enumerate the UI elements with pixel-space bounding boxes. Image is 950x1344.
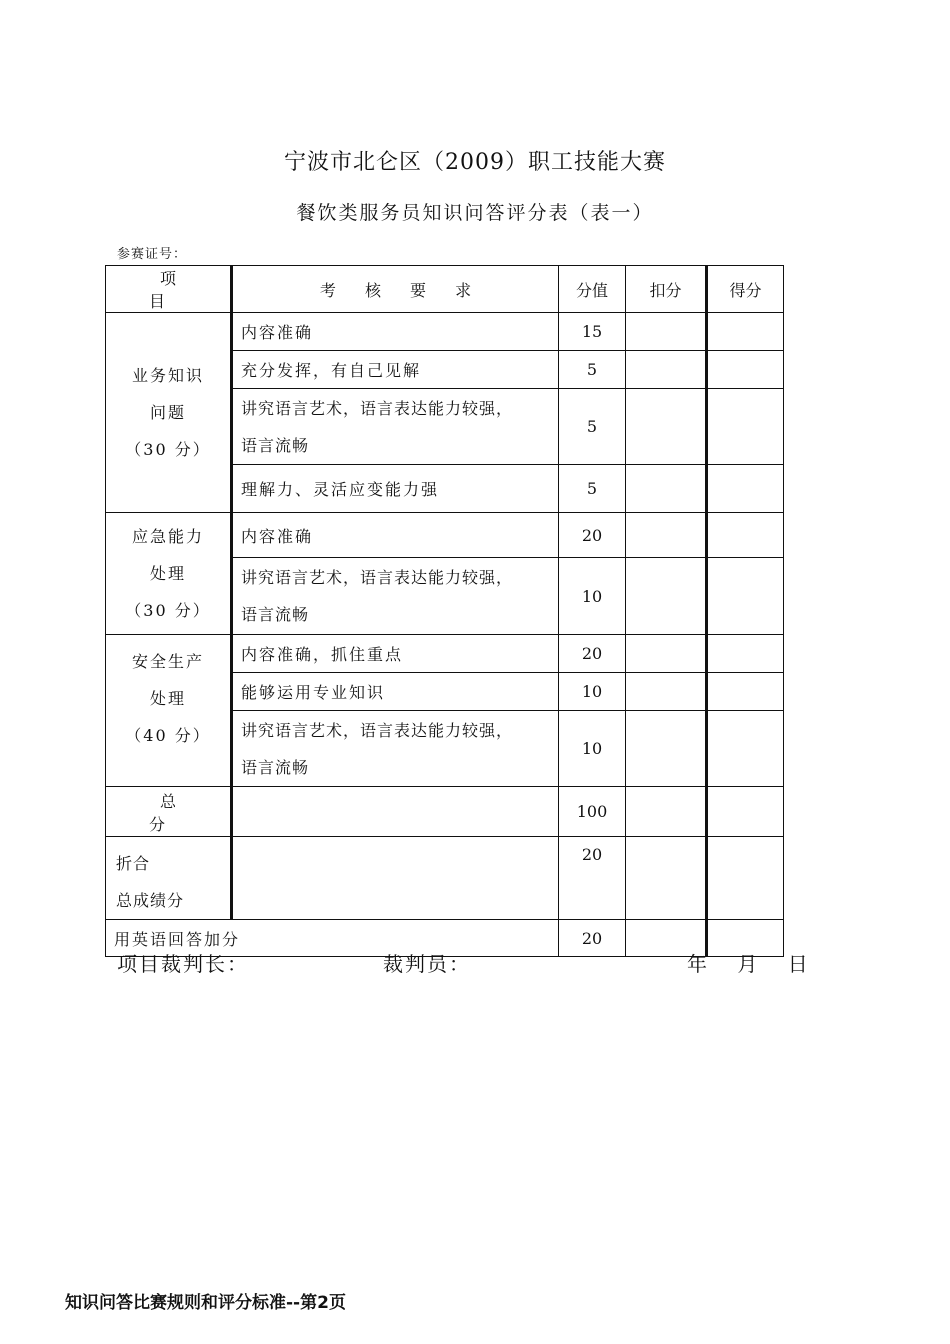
converted-requirement-cell — [232, 837, 559, 920]
category-line: 应急能力 — [131, 527, 204, 546]
category-line: 安全生产 — [131, 652, 204, 671]
header-item: 项 目 — [106, 266, 232, 313]
category-line: 处理 — [149, 564, 186, 583]
points-cell: 5 — [559, 351, 626, 389]
header-requirement: 考 核 要 求 — [232, 266, 559, 313]
deduction-cell[interactable] — [626, 465, 707, 513]
deduction-cell[interactable] — [626, 711, 707, 787]
requirement-line: 讲究语言艺术，语言表达能力较强， — [241, 720, 514, 740]
requirement-line: 讲究语言艺术，语言表达能力较强， — [241, 568, 514, 587]
score-cell[interactable] — [707, 635, 784, 673]
requirement-cell: 理解力、灵活应变能力强 — [232, 465, 559, 513]
deduction-cell[interactable] — [626, 673, 707, 711]
header-points: 分值 — [559, 266, 626, 313]
score-cell[interactable] — [707, 558, 784, 635]
header-score: 得分 — [707, 266, 784, 313]
english-bonus-points: 20 — [559, 920, 626, 957]
category-line: 业务知识 — [131, 366, 204, 385]
total-label: 总 分 — [106, 787, 232, 837]
deduction-cell[interactable] — [626, 313, 707, 351]
converted-label-line: 总成绩分 — [116, 891, 185, 910]
category-line: 问题 — [149, 403, 186, 422]
table-header-row — [106, 266, 784, 313]
category-line: 处理 — [149, 689, 186, 708]
converted-label-line: 折合 — [116, 854, 151, 873]
total-requirement-cell — [232, 787, 559, 837]
requirement-cell — [232, 389, 559, 465]
requirement-cell: 内容准确，抓住重点 — [232, 635, 559, 673]
category-safety-handling — [106, 635, 232, 787]
requirement-cell: 内容准确 — [232, 313, 559, 351]
table-row — [106, 313, 784, 351]
category-business-knowledge — [106, 313, 232, 513]
deduction-cell[interactable] — [626, 513, 707, 558]
points-cell: 5 — [559, 465, 626, 513]
converted-label — [106, 837, 232, 920]
deduction-cell[interactable] — [626, 787, 707, 837]
requirement-cell: 内容准确 — [232, 513, 559, 558]
deduction-cell[interactable] — [626, 837, 707, 920]
total-points: 100 — [559, 787, 626, 837]
score-cell[interactable] — [707, 837, 784, 920]
category-line: （40 分） — [125, 726, 211, 745]
score-cell[interactable] — [707, 389, 784, 465]
requirement-line: 语言流畅 — [241, 605, 310, 624]
page-footer: 知识问答比赛规则和评分标准--第2页 — [65, 1293, 346, 1313]
category-line: （30 分） — [125, 440, 211, 459]
category-emergency-handling — [106, 513, 232, 635]
score-cell[interactable] — [707, 465, 784, 513]
chief-judge-signature: 项目裁判长： — [117, 952, 249, 976]
requirement-line: 讲究语言艺术，语言表达能力较强， — [241, 398, 514, 418]
deduction-cell[interactable] — [626, 351, 707, 389]
score-cell[interactable] — [707, 787, 784, 837]
deduction-cell[interactable] — [626, 389, 707, 465]
date-line: 年 月 日 — [687, 952, 810, 976]
requirement-cell: 充分发挥，有自己见解 — [232, 351, 559, 389]
points-cell: 10 — [559, 673, 626, 711]
converted-points: 20 — [559, 837, 626, 920]
table-row — [106, 513, 784, 558]
score-cell[interactable] — [707, 513, 784, 558]
points-cell: 5 — [559, 389, 626, 465]
category-line: （30 分） — [125, 601, 211, 620]
header-deduction: 扣分 — [626, 266, 707, 313]
score-cell[interactable] — [707, 351, 784, 389]
table-row — [106, 635, 784, 673]
points-cell: 20 — [559, 635, 626, 673]
requirement-line: 语言流畅 — [241, 757, 310, 777]
points-cell: 20 — [559, 513, 626, 558]
requirement-line: 语言流畅 — [241, 435, 310, 455]
requirement-cell — [232, 558, 559, 635]
scoring-table — [105, 265, 784, 957]
total-row — [106, 787, 784, 837]
english-bonus-label: 用英语回答加分 — [106, 920, 559, 957]
page-title: 宁波市北仑区（2009）职工技能大赛 — [284, 150, 666, 175]
deduction-cell[interactable] — [626, 558, 707, 635]
cert-number-label: 参赛证号： — [117, 247, 188, 262]
points-cell: 10 — [559, 711, 626, 787]
requirement-cell: 能够运用专业知识 — [232, 673, 559, 711]
score-cell[interactable] — [707, 711, 784, 787]
points-cell: 10 — [559, 558, 626, 635]
deduction-cell[interactable] — [626, 635, 707, 673]
form-subtitle: 餐饮类服务员知识问答评分表（表一） — [296, 202, 654, 224]
score-cell[interactable] — [707, 673, 784, 711]
requirement-cell — [232, 711, 559, 787]
converted-row — [106, 837, 784, 920]
points-cell: 15 — [559, 313, 626, 351]
judge-signature: 裁判员： — [383, 952, 471, 976]
score-cell[interactable] — [707, 313, 784, 351]
